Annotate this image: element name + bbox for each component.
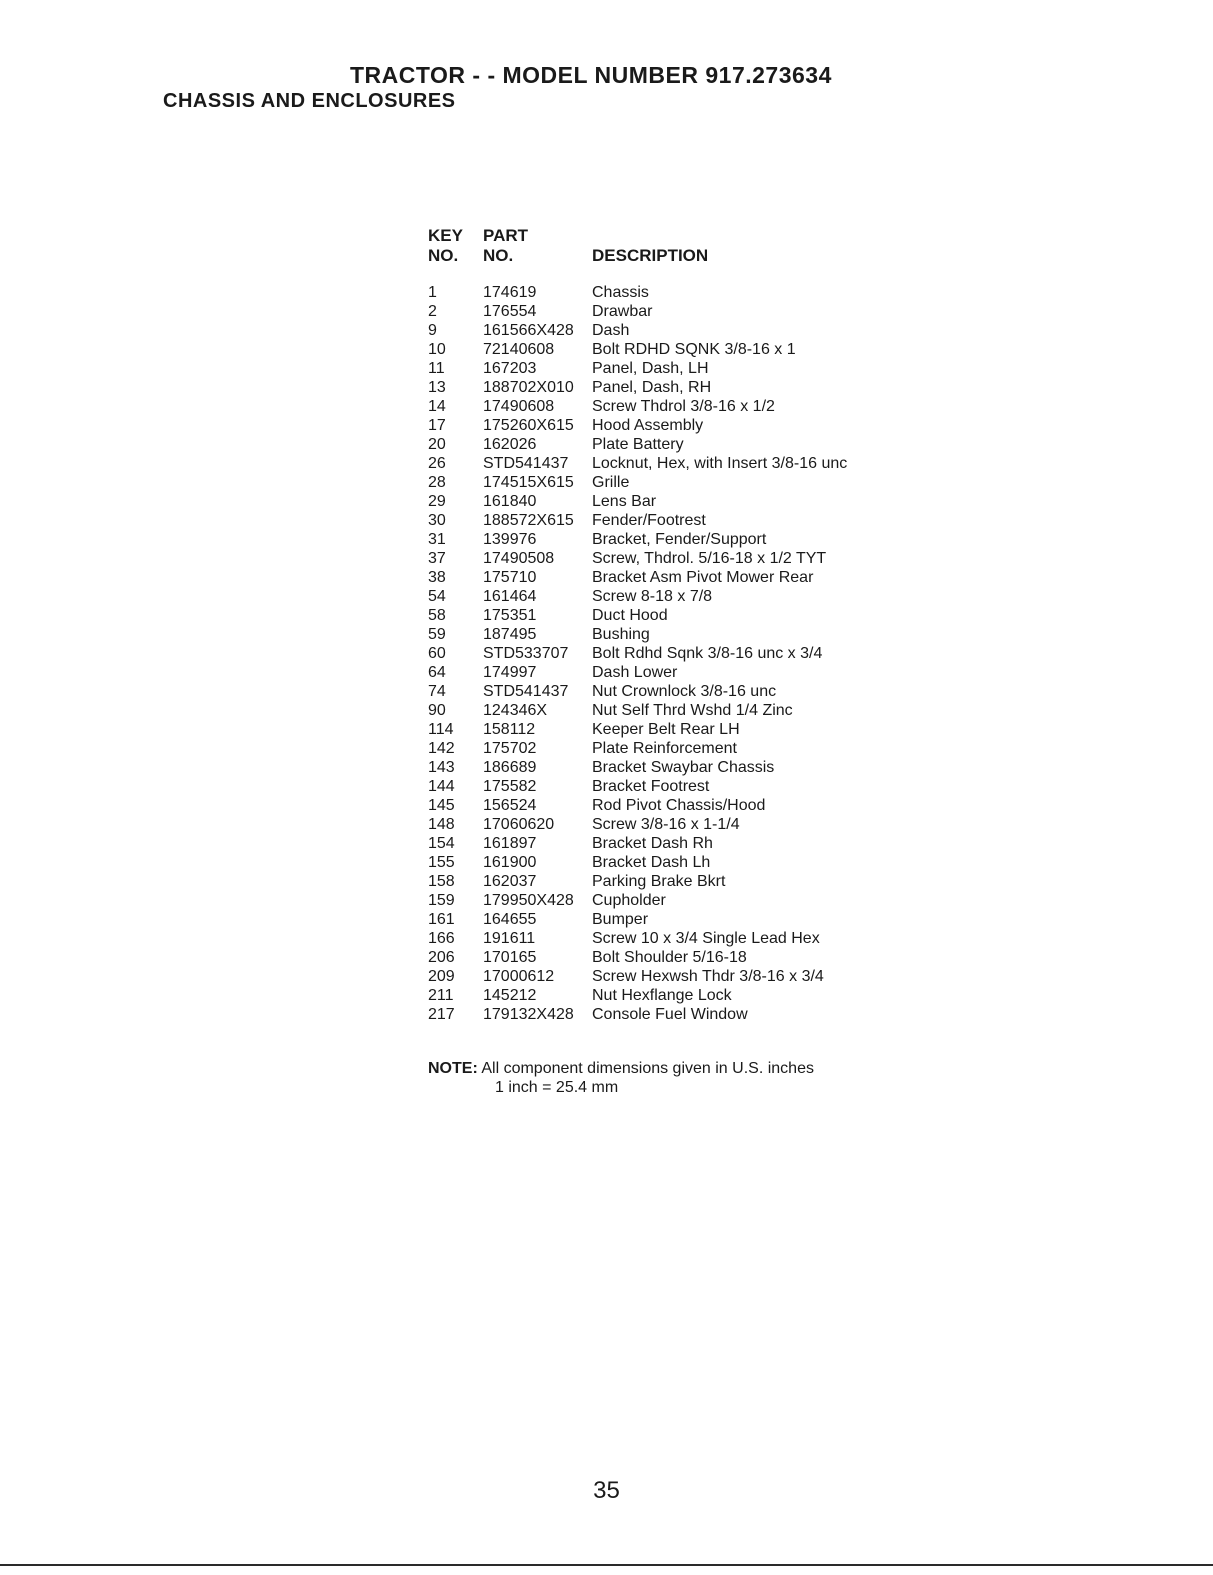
- table-row: [428, 302, 847, 321]
- table-row: [428, 416, 847, 435]
- key-no: 31: [428, 531, 446, 548]
- key-no: 13: [428, 379, 446, 396]
- part-no: STD533707: [483, 645, 569, 662]
- description: Console Fuel Window: [592, 1006, 748, 1023]
- part-no: 17490608: [483, 398, 555, 415]
- parts-table: [428, 226, 847, 1024]
- part-no: 175260X615: [483, 417, 574, 434]
- table-row: [428, 853, 847, 872]
- part-no: 187495: [483, 626, 537, 643]
- key-no: 14: [428, 398, 446, 415]
- key-no: 154: [428, 835, 455, 852]
- page-number: 35: [593, 1477, 620, 1504]
- description: Bolt RDHD SQNK 3/8-16 x 1: [592, 341, 796, 358]
- part-no: 164655: [483, 911, 537, 928]
- header-key-no: NO.: [428, 246, 459, 265]
- table-row: [428, 644, 847, 663]
- description: Nut Crownlock 3/8-16 unc: [592, 683, 777, 700]
- key-no: 64: [428, 664, 446, 681]
- header-part-label: PART: [483, 226, 529, 245]
- table-row: [428, 891, 847, 910]
- key-no: 159: [428, 892, 455, 909]
- part-no: 158112: [483, 721, 536, 738]
- key-no: 144: [428, 778, 455, 795]
- description: Grille: [592, 474, 630, 491]
- key-no: 1: [428, 284, 437, 301]
- part-no: 167203: [483, 360, 537, 377]
- part-no: 161840: [483, 493, 537, 510]
- description: Nut Self Thrd Wshd 1/4 Zinc: [592, 702, 793, 719]
- part-no: 174619: [483, 284, 537, 301]
- part-no: 161897: [483, 835, 537, 852]
- description: Lens Bar: [592, 493, 657, 510]
- description: Bushing: [592, 626, 650, 643]
- table-row: [428, 549, 847, 568]
- part-no: 162026: [483, 436, 537, 453]
- key-no: 2: [428, 303, 437, 320]
- table-row: [428, 511, 847, 530]
- table-row: [428, 834, 847, 853]
- table-row: [428, 682, 847, 701]
- part-no: 170165: [483, 949, 537, 966]
- description: Screw 10 x 3/4 Single Lead Hex: [592, 930, 820, 947]
- part-no: 175702: [483, 740, 537, 757]
- part-no: 161464: [483, 588, 537, 605]
- part-no: 175351: [483, 607, 537, 624]
- part-no: 124346X: [483, 702, 548, 719]
- table-row: [428, 910, 847, 929]
- header-key-label: KEY: [428, 226, 463, 245]
- key-no: 37: [428, 550, 446, 567]
- description: Bracket, Fender/Support: [592, 531, 767, 548]
- table-row: [428, 758, 847, 777]
- description: Screw Hexwsh Thdr 3/8-16 x 3/4: [592, 968, 824, 985]
- description: Fender/Footrest: [592, 512, 706, 529]
- table-row: [428, 397, 847, 416]
- description: Cupholder: [592, 892, 666, 909]
- key-no: 54: [428, 588, 446, 605]
- part-no: 161566X428: [483, 322, 574, 339]
- part-no: 17000612: [483, 968, 555, 985]
- key-no: 209: [428, 968, 455, 985]
- part-no: 17060620: [483, 816, 555, 833]
- part-no: 175710: [483, 569, 537, 586]
- description: Screw Thdrol 3/8-16 x 1/2: [592, 398, 775, 415]
- key-no: 206: [428, 949, 455, 966]
- table-row: [428, 625, 847, 644]
- description: Bracket Asm Pivot Mower Rear: [592, 569, 814, 586]
- description: Nut Hexflange Lock: [592, 987, 732, 1004]
- note-text: All component dimensions given in U.S. inches: [481, 1060, 814, 1077]
- table-header-row-2: [428, 246, 847, 266]
- part-no: STD541437: [483, 455, 569, 472]
- section-title: CHASSIS AND ENCLOSURES: [163, 90, 456, 112]
- table-row: [428, 967, 847, 986]
- description: Dash Lower: [592, 664, 678, 681]
- key-no: 211: [428, 987, 454, 1004]
- key-no: 158: [428, 873, 455, 890]
- part-no: 174515X615: [483, 474, 574, 491]
- description: Chassis: [592, 284, 649, 301]
- part-no: 188702X010: [483, 379, 574, 396]
- table-row: [428, 492, 847, 511]
- key-no: 143: [428, 759, 455, 776]
- key-no: 74: [428, 683, 446, 700]
- description: Screw 8-18 x 7/8: [592, 588, 713, 605]
- description: Plate Reinforcement: [592, 740, 737, 757]
- key-no: 59: [428, 626, 446, 643]
- header-part-no: NO.: [483, 246, 514, 265]
- description: Screw 3/8-16 x 1-1/4: [592, 816, 740, 833]
- note-label: NOTE:: [428, 1060, 478, 1077]
- part-no: 161900: [483, 854, 537, 871]
- table-row: [428, 986, 847, 1005]
- part-no: 179950X428: [483, 892, 574, 909]
- key-no: 145: [428, 797, 455, 814]
- part-no: 191611: [483, 930, 536, 947]
- description: Rod Pivot Chassis/Hood: [592, 797, 766, 814]
- table-row: [428, 454, 847, 473]
- table-row: [428, 321, 847, 340]
- part-no: 174997: [483, 664, 537, 681]
- description: Locknut, Hex, with Insert 3/8-16 unc: [592, 455, 848, 472]
- description: Hood Assembly: [592, 417, 704, 434]
- key-no: 9: [428, 322, 437, 339]
- table-row: [428, 948, 847, 967]
- description: Parking Brake Bkrt: [592, 873, 726, 890]
- note-conversion: 1 inch = 25.4 mm: [495, 1079, 619, 1096]
- part-no: 156524: [483, 797, 537, 814]
- description: Bracket Footrest: [592, 778, 710, 795]
- table-row: [428, 663, 847, 682]
- part-no: 179132X428: [483, 1006, 574, 1023]
- key-no: 161: [428, 911, 455, 928]
- key-no: 90: [428, 702, 446, 719]
- description: Panel, Dash, LH: [592, 360, 709, 377]
- description: Bolt Shoulder 5/16-18: [592, 949, 747, 966]
- table-row: [428, 777, 847, 796]
- description: Screw, Thdrol. 5/16-18 x 1/2 TYT: [592, 550, 827, 567]
- description: Bracket Dash Rh: [592, 835, 713, 852]
- key-no: 148: [428, 816, 455, 833]
- table-row: [428, 796, 847, 815]
- table-row: [428, 587, 847, 606]
- table-body: [428, 283, 847, 1024]
- page-title: TRACTOR - - MODEL NUMBER 917.273634: [350, 62, 832, 88]
- key-no: 217: [428, 1006, 455, 1023]
- table-row: [428, 929, 847, 948]
- key-no: 30: [428, 512, 446, 529]
- description: Bracket Dash Lh: [592, 854, 711, 871]
- key-no: 114: [428, 721, 454, 738]
- table-row: [428, 283, 847, 302]
- part-no: 145212: [483, 987, 537, 1004]
- note: [428, 1059, 814, 1097]
- key-no: 166: [428, 930, 455, 947]
- part-no: 175582: [483, 778, 537, 795]
- table-row: [428, 606, 847, 625]
- header-description: DESCRIPTION: [592, 246, 709, 265]
- part-no: 162037: [483, 873, 537, 890]
- part-no: STD541437: [483, 683, 569, 700]
- table-row: [428, 530, 847, 549]
- key-no: 10: [428, 341, 446, 358]
- part-no: 188572X615: [483, 512, 574, 529]
- table-row: [428, 1005, 847, 1024]
- description: Bolt Rdhd Sqnk 3/8-16 unc x 3/4: [592, 645, 823, 662]
- table-header-row-1: [428, 226, 847, 246]
- key-no: 142: [428, 740, 455, 757]
- part-no: 72140608: [483, 341, 555, 358]
- key-no: 60: [428, 645, 446, 662]
- table-row: [428, 473, 847, 492]
- key-no: 28: [428, 474, 446, 491]
- description: Bracket Swaybar Chassis: [592, 759, 775, 776]
- key-no: 26: [428, 455, 446, 472]
- description: Drawbar: [592, 303, 653, 320]
- table-row: [428, 378, 847, 397]
- table-row: [428, 739, 847, 758]
- part-no: 17490508: [483, 550, 555, 567]
- key-no: 11: [428, 360, 445, 377]
- description: Bumper: [592, 911, 649, 928]
- key-no: 29: [428, 493, 446, 510]
- part-no: 186689: [483, 759, 537, 776]
- key-no: 155: [428, 854, 455, 871]
- key-no: 20: [428, 436, 446, 453]
- description: Duct Hood: [592, 607, 668, 624]
- description: Plate Battery: [592, 436, 684, 453]
- description: Keeper Belt Rear LH: [592, 721, 740, 738]
- bottom-rule: [0, 1564, 1213, 1566]
- key-no: 17: [428, 417, 446, 434]
- description: Panel, Dash, RH: [592, 379, 712, 396]
- table-row: [428, 872, 847, 891]
- table-row: [428, 568, 847, 587]
- table-row: [428, 720, 847, 739]
- table-row: [428, 815, 847, 834]
- part-no: 139976: [483, 531, 537, 548]
- description: Dash: [592, 322, 630, 339]
- table-row: [428, 701, 847, 720]
- key-no: 58: [428, 607, 446, 624]
- key-no: 38: [428, 569, 446, 586]
- table-row: [428, 359, 847, 378]
- table-row: [428, 435, 847, 454]
- part-no: 176554: [483, 303, 537, 320]
- table-row: [428, 340, 847, 359]
